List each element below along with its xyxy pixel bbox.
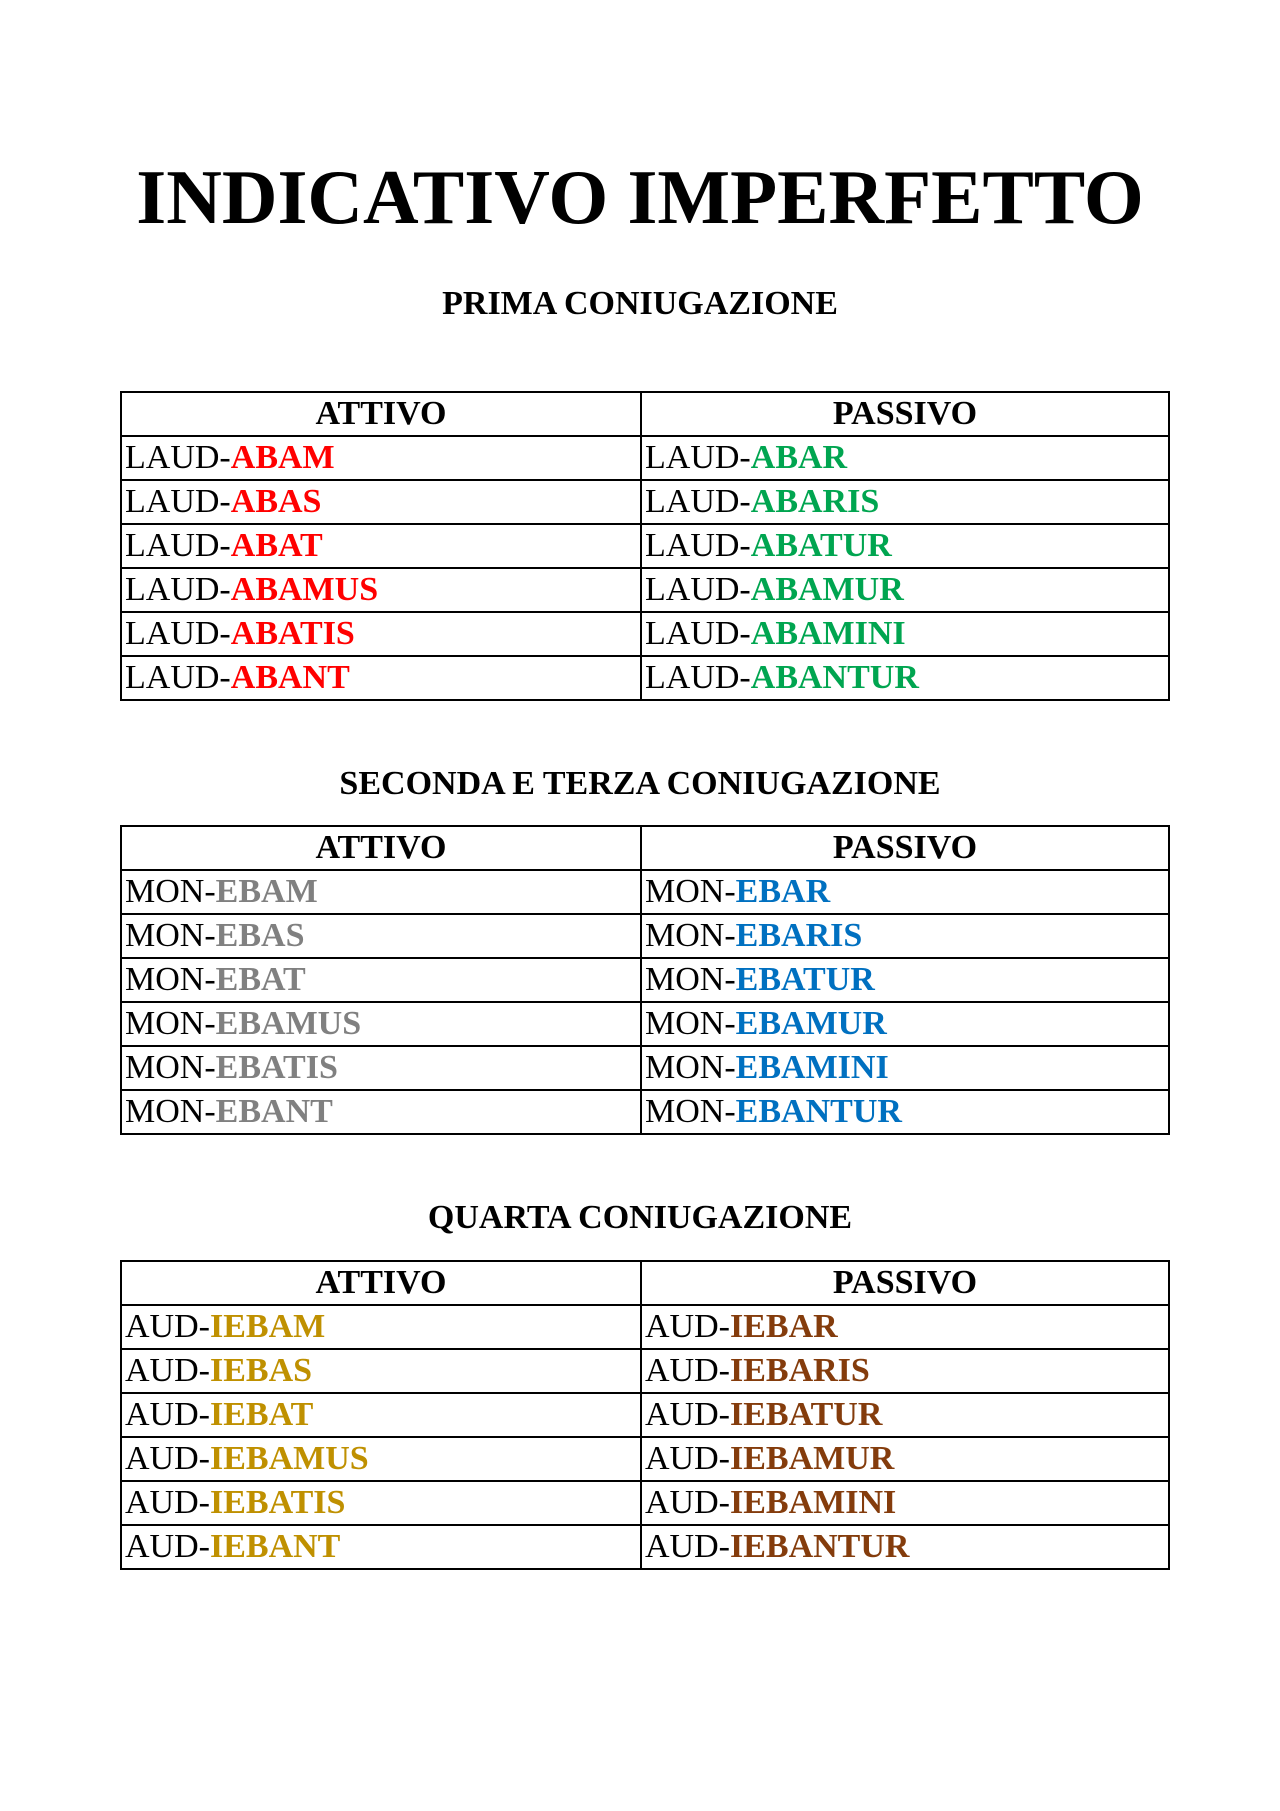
- cell-attivo: [121, 1305, 641, 1349]
- verb-stem: MON-: [125, 1005, 216, 1042]
- verb-stem: MON-: [125, 961, 216, 998]
- table-row: [121, 1393, 1169, 1437]
- verb-ending: IEBAT: [209, 1396, 314, 1433]
- table-header-row: [121, 1261, 1169, 1305]
- section-heading-seconda-terza: SECONDA E TERZA CONIUGAZIONE: [339, 765, 941, 802]
- table-row: [121, 914, 1169, 958]
- cell-passivo: [641, 1046, 1169, 1090]
- table-row: [121, 612, 1169, 656]
- cell-passivo: [641, 870, 1169, 914]
- section-heading-quarta: QUARTA CONIUGAZIONE: [427, 1199, 853, 1236]
- table-row: [121, 524, 1169, 568]
- verb-ending: ABAR: [750, 439, 848, 476]
- table-row: [121, 1481, 1169, 1525]
- table-body: [121, 870, 1169, 1134]
- verb-stem: AUD-: [645, 1352, 730, 1389]
- verb-ending: ABAMUS: [230, 571, 379, 608]
- table-row: [121, 1090, 1169, 1134]
- cell-attivo: [121, 958, 641, 1002]
- table-row: [121, 1046, 1169, 1090]
- verb-ending: ABAS: [230, 483, 322, 520]
- column-header-passivo: PASSIVO: [641, 392, 1169, 436]
- verb-stem: MON-: [645, 1093, 736, 1130]
- verb-stem: AUD-: [125, 1484, 210, 1521]
- verb-ending: ABANTUR: [750, 659, 919, 696]
- cell-attivo: [121, 1437, 641, 1481]
- cell-attivo: [121, 612, 641, 656]
- verb-ending: EBAMUS: [215, 1005, 362, 1042]
- cell-attivo: [121, 436, 641, 480]
- cell-passivo: [641, 1481, 1169, 1525]
- table-row: [121, 656, 1169, 700]
- verb-ending: EBAS: [215, 917, 305, 954]
- verb-stem: LAUD-: [125, 483, 231, 520]
- verb-ending: ABAM: [230, 439, 335, 476]
- verb-stem: LAUD-: [125, 659, 231, 696]
- verb-stem: MON-: [125, 917, 216, 954]
- verb-ending: IEBAMUR: [729, 1440, 895, 1477]
- cell-passivo: [641, 1349, 1169, 1393]
- cell-passivo: [641, 1090, 1169, 1134]
- verb-ending: IEBAR: [729, 1308, 838, 1345]
- conjugation-table-seconda-terza: [120, 825, 1170, 1135]
- verb-stem: LAUD-: [645, 483, 751, 520]
- cell-attivo: [121, 870, 641, 914]
- conjugation-table-prima: [120, 391, 1170, 701]
- table-body: [121, 1305, 1169, 1569]
- verb-stem: AUD-: [645, 1484, 730, 1521]
- verb-stem: LAUD-: [125, 571, 231, 608]
- column-header-attivo: ATTIVO: [121, 826, 641, 870]
- verb-stem: AUD-: [645, 1528, 730, 1565]
- verb-stem: AUD-: [125, 1308, 210, 1345]
- cell-attivo: [121, 656, 641, 700]
- table-header-row: [121, 392, 1169, 436]
- cell-attivo: [121, 1393, 641, 1437]
- cell-attivo: [121, 568, 641, 612]
- verb-ending: EBATIS: [215, 1049, 338, 1086]
- verb-ending: ABANT: [230, 659, 350, 696]
- verb-stem: MON-: [645, 873, 736, 910]
- cell-attivo: [121, 1090, 641, 1134]
- verb-stem: MON-: [645, 961, 736, 998]
- verb-stem: MON-: [645, 917, 736, 954]
- table-row: [121, 480, 1169, 524]
- verb-ending: ABARIS: [750, 483, 880, 520]
- cell-attivo: [121, 914, 641, 958]
- page-title: INDICATIVO IMPERFETTO: [136, 154, 1144, 240]
- verb-ending: EBAM: [215, 873, 318, 910]
- verb-ending: EBAMINI: [735, 1049, 889, 1086]
- verb-ending: IEBAS: [209, 1352, 313, 1389]
- verb-stem: LAUD-: [645, 527, 751, 564]
- conjugation-table-quarta: [120, 1260, 1170, 1570]
- verb-ending: IEBATIS: [209, 1484, 346, 1521]
- cell-passivo: [641, 1393, 1169, 1437]
- verb-stem: MON-: [645, 1049, 736, 1086]
- verb-stem: LAUD-: [125, 615, 231, 652]
- cell-attivo: [121, 524, 641, 568]
- table-row: [121, 436, 1169, 480]
- table-row: [121, 1349, 1169, 1393]
- verb-ending: ABAT: [230, 527, 323, 564]
- verb-ending: IEBANTUR: [729, 1528, 910, 1565]
- column-header-attivo: ATTIVO: [121, 392, 641, 436]
- verb-ending: ABATIS: [230, 615, 355, 652]
- table-row: [121, 1305, 1169, 1349]
- cell-passivo: [641, 1525, 1169, 1569]
- verb-stem: AUD-: [125, 1352, 210, 1389]
- verb-ending: ABAMUR: [750, 571, 904, 608]
- verb-ending: IEBANT: [209, 1528, 341, 1565]
- verb-ending: IEBATUR: [729, 1396, 883, 1433]
- column-header-attivo: ATTIVO: [121, 1261, 641, 1305]
- verb-stem: MON-: [125, 1093, 216, 1130]
- cell-passivo: [641, 958, 1169, 1002]
- verb-ending: EBATUR: [735, 961, 875, 998]
- cell-passivo: [641, 436, 1169, 480]
- verb-stem: AUD-: [645, 1396, 730, 1433]
- verb-stem: MON-: [125, 873, 216, 910]
- table-row: [121, 870, 1169, 914]
- column-header-passivo: PASSIVO: [641, 1261, 1169, 1305]
- cell-attivo: [121, 1349, 641, 1393]
- cell-passivo: [641, 568, 1169, 612]
- table-row: [121, 1002, 1169, 1046]
- verb-ending: IEBAMUS: [209, 1440, 369, 1477]
- verb-ending: EBANTUR: [735, 1093, 902, 1130]
- verb-stem: MON-: [645, 1005, 736, 1042]
- verb-stem: AUD-: [125, 1528, 210, 1565]
- verb-stem: AUD-: [125, 1396, 210, 1433]
- cell-passivo: [641, 524, 1169, 568]
- cell-attivo: [121, 1525, 641, 1569]
- cell-passivo: [641, 612, 1169, 656]
- cell-attivo: [121, 1002, 641, 1046]
- verb-ending: ABATUR: [750, 527, 892, 564]
- verb-stem: LAUD-: [125, 439, 231, 476]
- cell-passivo: [641, 1305, 1169, 1349]
- verb-stem: AUD-: [125, 1440, 210, 1477]
- cell-attivo: [121, 480, 641, 524]
- verb-ending: ABAMINI: [750, 615, 906, 652]
- verb-ending: EBAR: [735, 873, 831, 910]
- table-header-row: [121, 826, 1169, 870]
- verb-ending: EBANT: [215, 1093, 333, 1130]
- verb-ending: EBARIS: [735, 917, 863, 954]
- cell-attivo: [121, 1046, 641, 1090]
- verb-stem: AUD-: [645, 1440, 730, 1477]
- verb-ending: EBAMUR: [735, 1005, 887, 1042]
- table-body: [121, 436, 1169, 700]
- verb-ending: IEBAMINI: [729, 1484, 897, 1521]
- cell-passivo: [641, 1437, 1169, 1481]
- section-heading-prima: PRIMA CONIUGAZIONE: [442, 285, 838, 322]
- cell-passivo: [641, 480, 1169, 524]
- verb-stem: LAUD-: [645, 439, 751, 476]
- verb-ending: IEBARIS: [729, 1352, 870, 1389]
- column-header-passivo: PASSIVO: [641, 826, 1169, 870]
- cell-attivo: [121, 1481, 641, 1525]
- verb-stem: LAUD-: [645, 659, 751, 696]
- verb-stem: AUD-: [645, 1308, 730, 1345]
- verb-ending: IEBAM: [209, 1308, 326, 1345]
- table-row: [121, 1437, 1169, 1481]
- verb-stem: MON-: [125, 1049, 216, 1086]
- verb-stem: LAUD-: [125, 527, 231, 564]
- verb-stem: LAUD-: [645, 571, 751, 608]
- verb-stem: LAUD-: [645, 615, 751, 652]
- table-row: [121, 958, 1169, 1002]
- table-row: [121, 1525, 1169, 1569]
- cell-passivo: [641, 1002, 1169, 1046]
- cell-passivo: [641, 914, 1169, 958]
- cell-passivo: [641, 656, 1169, 700]
- verb-ending: EBAT: [215, 961, 306, 998]
- table-row: [121, 568, 1169, 612]
